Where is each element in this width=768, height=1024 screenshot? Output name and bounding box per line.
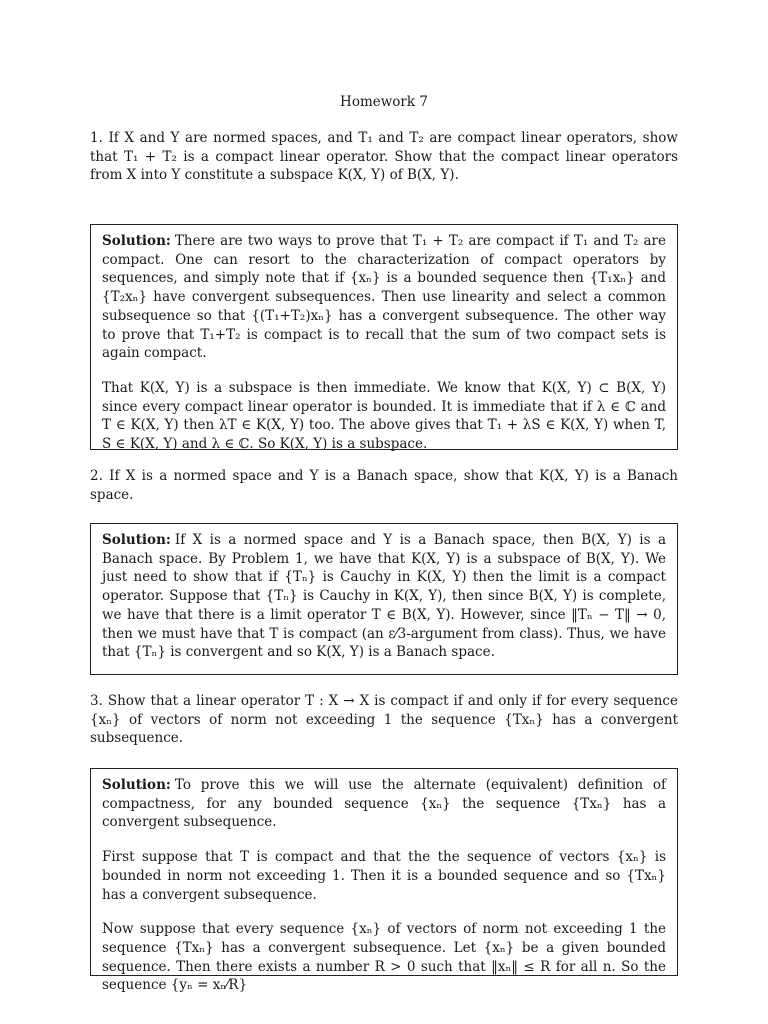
solution-paragraph: Now suppose that every sequence {xₙ} of vectors of norm not exceeding 1 the sequence {Txₙ} has a convergent subsequence. Let {xₙ} be a given bounded sequence. Then there exists a number R > 0 such that ‖xₙ‖ ≤ R for all n. So the sequence {yₙ = xₙ⁄R} — [102, 921, 666, 994]
page-title: Homework 7 — [340, 94, 428, 110]
solution-box-2 — [90, 523, 678, 675]
solution-text: To prove this we will use the alternate (equivalent) definition of compactness, for any bounded sequence {xₙ} the sequence {Txₙ} has a convergent subsequence. — [102, 777, 666, 831]
solution-paragraph — [102, 232, 666, 363]
solution-label: Solution: — [102, 532, 171, 548]
problem-3-statement: 3. Show that a linear operator T : X → X is compact if and only if for every sequence {xₙ} of vectors of norm not exceeding 1 the sequence {Txₙ} has a convergent subsequence. — [90, 693, 678, 746]
solution-label: Solution: — [102, 777, 171, 793]
solution-paragraph — [102, 776, 666, 832]
solution-paragraph — [102, 531, 666, 662]
solution-box-1 — [90, 224, 678, 453]
solution-paragraph: First suppose that T is compact and that the the sequence of vectors {xₙ} is bounded in norm not exceeding 1. Then it is a bounded sequence and so {Txₙ} has a convergent subsequence. — [102, 849, 666, 903]
solution-text: There are two ways to prove that T₁ + T₂ are compact if T₁ and T₂ are compact. One can resort to the characterization of compact operators by sequences, and simply note that if {xₙ} is a bounded sequence then {T₁xₙ} and {T₂xₙ} have convergent subsequences. Then use linearity and select a common subsequence so that {(T₁+T₂)xₙ} has a convergent subsequence. The other way to prove that T₁+T₂ is compact is to recall that the sum of two compact sets is again compact. — [102, 233, 666, 362]
solution-text: If X is a normed space and Y is a Banach space, then B(X, Y) is a Banach space. By Problem 1, we have that K(X, Y) is a subspace of B(X, Y). We just need to show that if {Tₙ} is Cauchy in K(X, Y) then the limit is a compact operator. Suppose that {Tₙ} is Cauchy in K(X, Y), then since B(X, Y) is complete, we have that there is a limit operator T ∈ B(X, Y). However, since ‖Tₙ − T‖ → 0, then we must have that T is compact (an ε⁄3-argument from class). Thus, we have that {Tₙ} is convergent and so K(X, Y) is a Banach space. — [102, 532, 666, 661]
problem-2-statement: 2. If X is a normed space and Y is a Banach space, show that K(X, Y) is a Banach space. — [90, 468, 678, 503]
solution-label: Solution: — [102, 233, 171, 249]
problem-1-statement: 1. If X and Y are normed spaces, and T₁ and T₂ are compact linear operators, show that T₁ + T₂ is a compact linear operator. Show that the compact linear operators from X into Y constitute a subspace K(X, Y) of B(X, Y). — [90, 130, 678, 183]
solution-box-3 — [90, 768, 678, 994]
solution-paragraph: That K(X, Y) is a subspace is then immediate. We know that K(X, Y) ⊂ B(X, Y) since every compact linear operator is bounded. It is immediate that if λ ∈ ℂ and T ∈ K(X, Y) then λT ∈ K(X, Y) too. The above gives that T₁ + λS ∈ K(X, Y) when T, S ∈ K(X, Y) and λ ∈ ℂ. So K(X, Y) is a subspace. — [102, 379, 666, 453]
